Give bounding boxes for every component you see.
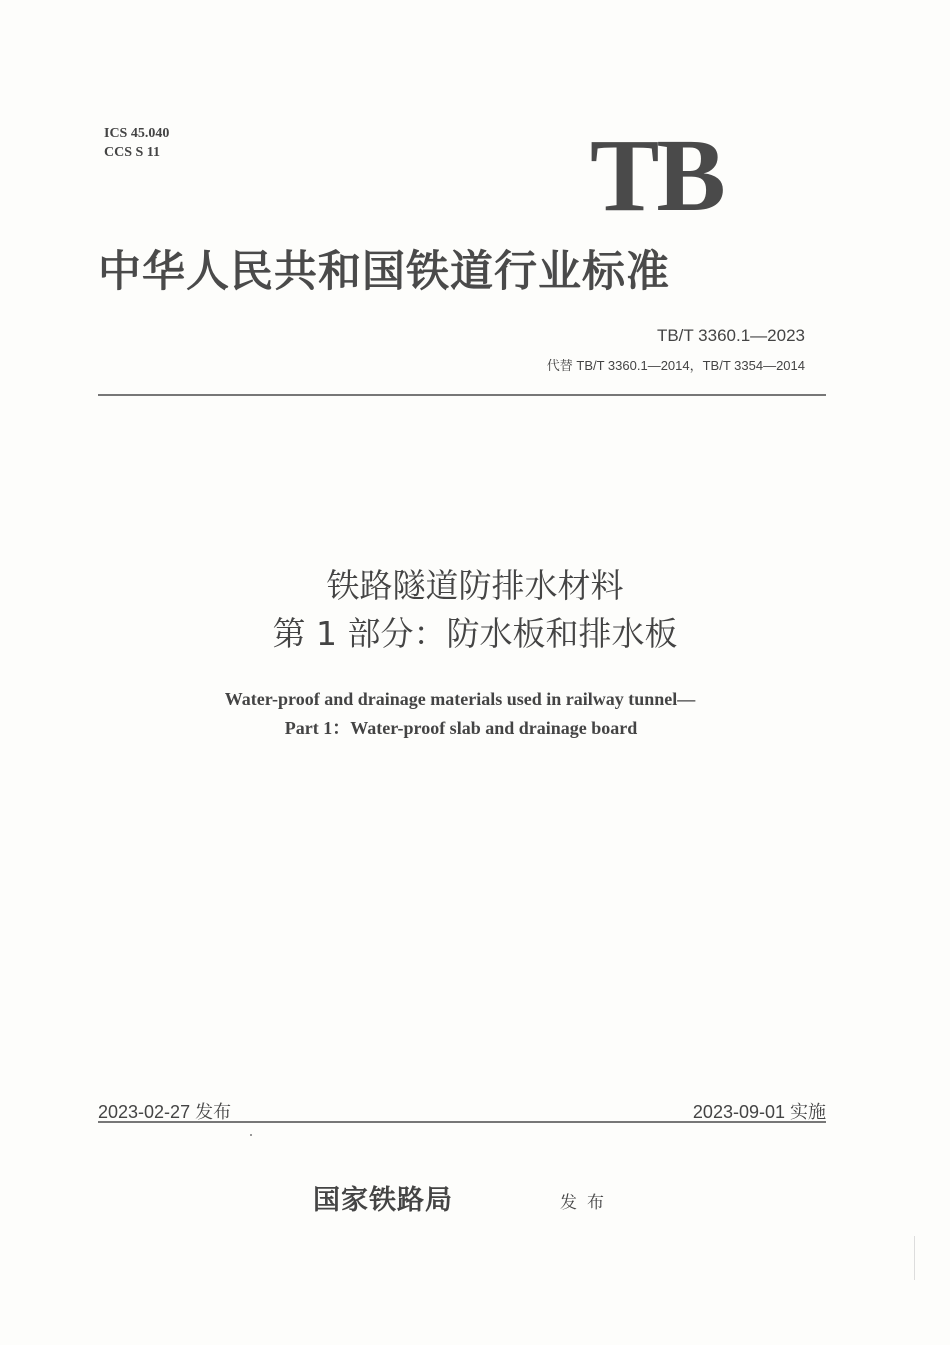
implementation-date: 2023-09-01 实施 <box>692 1102 826 1122</box>
classification-codes <box>104 124 169 162</box>
issue-date: 2023-02-27 发布 <box>98 1102 232 1122</box>
scan-edge-mark <box>914 1236 915 1280</box>
tb-logo: TB <box>590 118 723 233</box>
standard-type-title: 中华人民共和国铁道行业标准 <box>98 247 670 297</box>
title-cn-line2: 第 1 部分：防水板和排水板 <box>272 614 678 653</box>
title-cn-line1: 铁路隧道防排水材料 <box>326 566 624 605</box>
bottom-divider <box>98 1121 826 1123</box>
issue-label: 发布 <box>560 1193 614 1213</box>
top-divider <box>98 394 826 396</box>
replaces-note: 代替 TB/T 3360.1—2014，TB/T 3354—2014 <box>546 358 805 373</box>
ccs-code: CCS S 11 <box>104 145 161 160</box>
title-en-line1: Water-proof and drainage materials used in railway tunnel— <box>224 689 696 709</box>
issuing-authority: 国家铁路局 <box>313 1185 453 1216</box>
scan-speck <box>250 1134 252 1136</box>
standard-code: TB/T 3360.1—2023 <box>656 326 805 345</box>
title-en-line2: Part 1：Water-proof slab and drainage board <box>284 718 638 738</box>
ics-code: ICS 45.040 <box>104 126 170 141</box>
